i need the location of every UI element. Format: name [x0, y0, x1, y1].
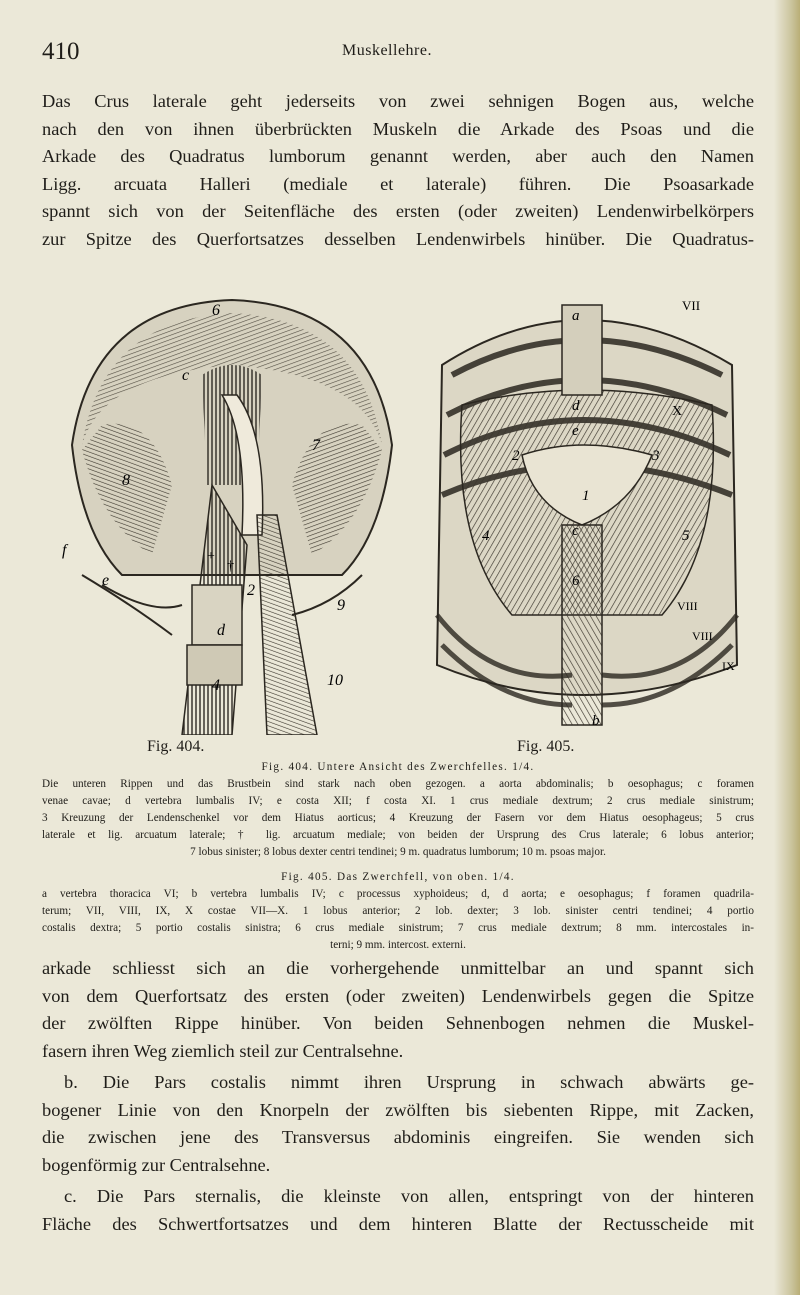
- fig404-marker-6: 6: [212, 302, 220, 319]
- fig405-marker-d: d: [572, 398, 580, 414]
- fig405-marker-e: e: [572, 423, 579, 439]
- fig405-marker-IX: IX: [722, 659, 735, 673]
- caption-line: 3 Kreuzung der Lendenschenkel vor dem Hiatus aorticus; 4 Kreuzung der Fasern vor dem Hiatus oesophageus; 5 crus: [42, 812, 754, 824]
- figure-404: [62, 285, 402, 735]
- fig404-marker-e: e: [102, 572, 110, 589]
- text-line: von dem Querfortsatz des ersten (oder zweiten) Lendenwirbels gegen die Spitze: [42, 985, 754, 1006]
- bottom-paragraph-3: [42, 1183, 754, 1238]
- caption-line: Die unteren Rippen und das Brustbein sind stark nach oben gezogen. a aorta abdominalis; b oesophagus; c foramen: [42, 778, 754, 790]
- fig404-marker-10: 10: [327, 672, 343, 689]
- fig405-marker-4: 4: [482, 528, 490, 544]
- fig405-marker-VIII-right: VIII: [677, 599, 698, 613]
- top-paragraph: [42, 88, 754, 254]
- caption-title: Fig. 405. Das Zwerchfell, von oben. 1/4.: [281, 871, 515, 883]
- caption-line: venae cavae; d vertebra lumbalis IV; e costa XII; f costa XI. 1 crus mediale dextrum; 2 crus mediale sinistrum;: [42, 795, 754, 807]
- figures-block: [42, 285, 762, 755]
- fig405-marker-3: 3: [652, 448, 660, 464]
- diaphragm-underside-illustration: [62, 285, 402, 735]
- fig404-marker-dagger: †: [227, 559, 234, 574]
- page-number: 410: [42, 38, 80, 65]
- text-line: Ligg. arcuata Halleri (mediale et laterale) führen. Die Psoasarkade: [42, 173, 754, 194]
- page-edge-shadow: [774, 0, 800, 1295]
- fig404-marker-f: f: [62, 542, 67, 559]
- text-line: die zwischen jene des Transversus abdominis eingreifen. Sie wenden sich: [42, 1127, 754, 1148]
- fig404-marker-8: 8: [122, 472, 130, 489]
- running-head: Muskellehre.: [342, 42, 432, 59]
- fig404-marker-plus: +: [207, 549, 215, 564]
- caption-figure-405: [42, 869, 754, 954]
- text-line: c. Die Pars sternalis, die kleinste von allen, entspringt von der hinteren: [64, 1186, 754, 1206]
- text-line: b. Die Pars costalis nimmt ihren Ursprung in schwach abwärts ge-: [64, 1072, 754, 1092]
- text-line: spannt sich von der Seitenfläche des ersten (oder zweiten) Lendenwirbelkörpers: [42, 201, 754, 222]
- page-header: [42, 38, 732, 72]
- diaphragm-top-illustration: [422, 285, 752, 735]
- caption-line: laterale et lig. arcuatum laterale; † lig. arcuatum mediale; von beiden der Ursprung des Crus laterale; 6 lobus anterior;: [42, 829, 754, 841]
- fig404-marker-9: 9: [337, 597, 345, 614]
- text-line: zur Spitze des Querfortsatzes desselben Lendenwirbels hinüber. Die Quadratus-: [42, 228, 754, 249]
- figure-405-label: Fig. 405.: [517, 738, 575, 755]
- text-line: bogenförmig zur Centralsehne.: [42, 1154, 271, 1175]
- text-line: der zwölften Rippe hinüber. Von beiden Sehnenbogen nehmen die Muskel-: [42, 1013, 754, 1034]
- fig405-marker-6: 6: [572, 573, 580, 589]
- caption-figure-404: [42, 759, 754, 861]
- text-line: arkade schliesst sich an die vorhergehende unmittelbar an und spannt sich: [42, 958, 754, 978]
- caption-line: terum; VII, VIII, IX, X costae VII—X. 1 lobus anterior; 2 lob. dexter; 3 lob. sinister centri tendinei; 4 portio: [42, 905, 754, 917]
- fig405-marker-c: c: [572, 523, 579, 539]
- caption-line: terni; 9 mm. intercost. externi.: [330, 939, 466, 951]
- fig404-marker-4: 4: [212, 677, 220, 694]
- fig404-marker-d: d: [217, 622, 225, 639]
- text-line: Das Crus laterale geht jederseits von zwei sehnigen Bogen aus, welche: [42, 91, 754, 111]
- caption-line: costalis dextra; 5 portio costalis sinistra; 6 crus mediale sinistrum; 7 crus mediale dextrum; 8 mm. intercostales in-: [42, 922, 754, 934]
- text-line: fasern ihren Weg ziemlich steil zur Centralsehne.: [42, 1040, 404, 1061]
- caption-line: 7 lobus sinister; 8 lobus dexter centri tendinei; 9 m. quadratus lumborum; 10 m. psoas major.: [190, 846, 606, 858]
- fig405-marker-VII: VII: [682, 298, 701, 313]
- fig405-marker-X: X: [672, 404, 683, 419]
- caption-line: a vertebra thoracica VI; b vertebra lumbalis IV; c processus xyphoideus; d, d aorta; e oesophagus; f foramen quadrila-: [42, 888, 754, 900]
- text-line: Arkade des Quadratus lumborum genannt werden, aber auch den Namen: [42, 146, 754, 167]
- figure-404-label: Fig. 404.: [147, 738, 205, 755]
- fig405-marker-2: 2: [512, 448, 520, 464]
- bottom-paragraph-1: [42, 955, 754, 1065]
- text-line: Fläche des Schwertfortsatzes und dem hinteren Blatte der Rectusscheide mit: [42, 1213, 754, 1234]
- fig405-marker-1: 1: [582, 488, 590, 504]
- fig404-marker-c: c: [182, 367, 190, 384]
- fig405-marker-a: a: [572, 308, 580, 324]
- fig404-marker-7: 7: [312, 437, 320, 454]
- fig405-marker-b: b: [592, 713, 600, 729]
- figure-405: [422, 285, 752, 735]
- fig405-marker-VIII-lower: VIII: [692, 629, 713, 643]
- bottom-paragraph-2: [42, 1069, 754, 1179]
- fig405-marker-5: 5: [682, 528, 690, 544]
- text-line: nach den von ihnen überbrückten Muskeln die Arkade des Psoas und die: [42, 118, 754, 139]
- caption-title: Fig. 404. Untere Ansicht des Zwerchfelles. 1/4.: [261, 761, 535, 773]
- text-line: bogener Linie von den Knorpeln der zwölften bis siebenten Rippe, mit Zacken,: [42, 1099, 754, 1120]
- fig404-marker-2: 2: [247, 582, 255, 599]
